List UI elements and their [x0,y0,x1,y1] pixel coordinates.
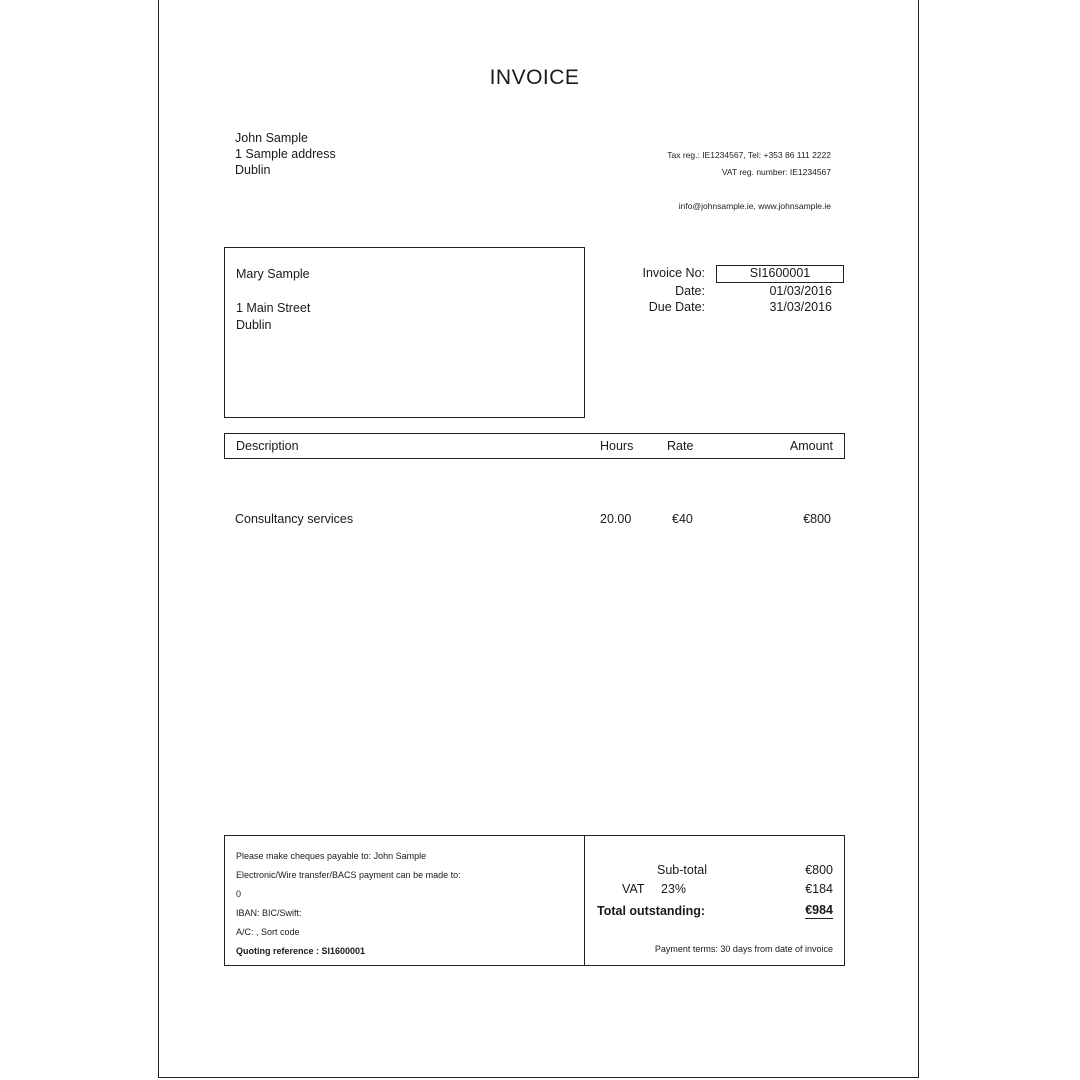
payment-reference: Quoting reference : SI1600001 [236,946,366,956]
recipient-name: Mary Sample [236,267,310,281]
invoice-date-value: 01/03/2016 [769,284,832,298]
line-items-header [224,433,845,459]
footer-divider [584,836,585,965]
invoice-page [158,0,919,1078]
due-date-label: Due Date: [648,300,705,314]
sender-address [235,130,336,178]
recipient-box [224,247,585,418]
payment-iban: IBAN: BIC/Swift: [236,908,302,918]
total-outstanding-label: Total outstanding: [597,904,706,918]
sender-contact-line: info@johnsample.ie, www.johnsample.ie [678,201,831,211]
subtotal-value: €800 [805,863,833,877]
subtotal-label: Sub-total [657,863,708,877]
vat-rate: 23% [661,882,687,896]
payment-cheques: Please make cheques payable to: John Sample [236,851,427,861]
due-date-value: 31/03/2016 [769,300,832,314]
column-amount: Amount [789,439,833,453]
payment-transfer: Electronic/Wire transfer/BACS payment can be made to: [236,870,461,880]
row-description: Consultancy services [235,512,354,526]
sender-address-line1: 1 Sample address [235,147,336,161]
invoice-number-value: SI1600001 [749,266,811,280]
payment-account-name: 0 [236,889,242,899]
recipient-city: Dublin [236,318,272,332]
vat-label: VAT [622,882,645,896]
payment-terms: Payment terms: 30 days from date of invoice [654,944,833,954]
column-description: Description [236,439,299,453]
payment-instructions [236,847,461,961]
sender-name: John Sample [235,131,308,145]
column-hours: Hours [600,439,634,453]
invoice-number-label: Invoice No: [642,266,705,280]
invoice-footer [224,835,845,966]
row-hours: 20.00 [600,512,632,526]
recipient-address [236,266,310,334]
vat-value: €184 [805,882,833,896]
total-outstanding-value: €984 [805,903,833,917]
payment-account-code: A/C: , Sort code [236,927,300,937]
row-rate: €40 [672,512,693,526]
invoice-date-label: Date: [675,284,705,298]
page-title: INVOICE [489,66,580,89]
sender-city: Dublin [235,163,271,177]
sender-vat-line: VAT reg. number: IE1234567 [721,167,831,177]
column-rate: Rate [667,439,694,453]
row-amount: €800 [803,512,831,526]
recipient-address-line1: 1 Main Street [236,301,311,315]
sender-tax-line: Tax reg.: IE1234567, Tel: +353 86 111 2222 [667,150,831,160]
